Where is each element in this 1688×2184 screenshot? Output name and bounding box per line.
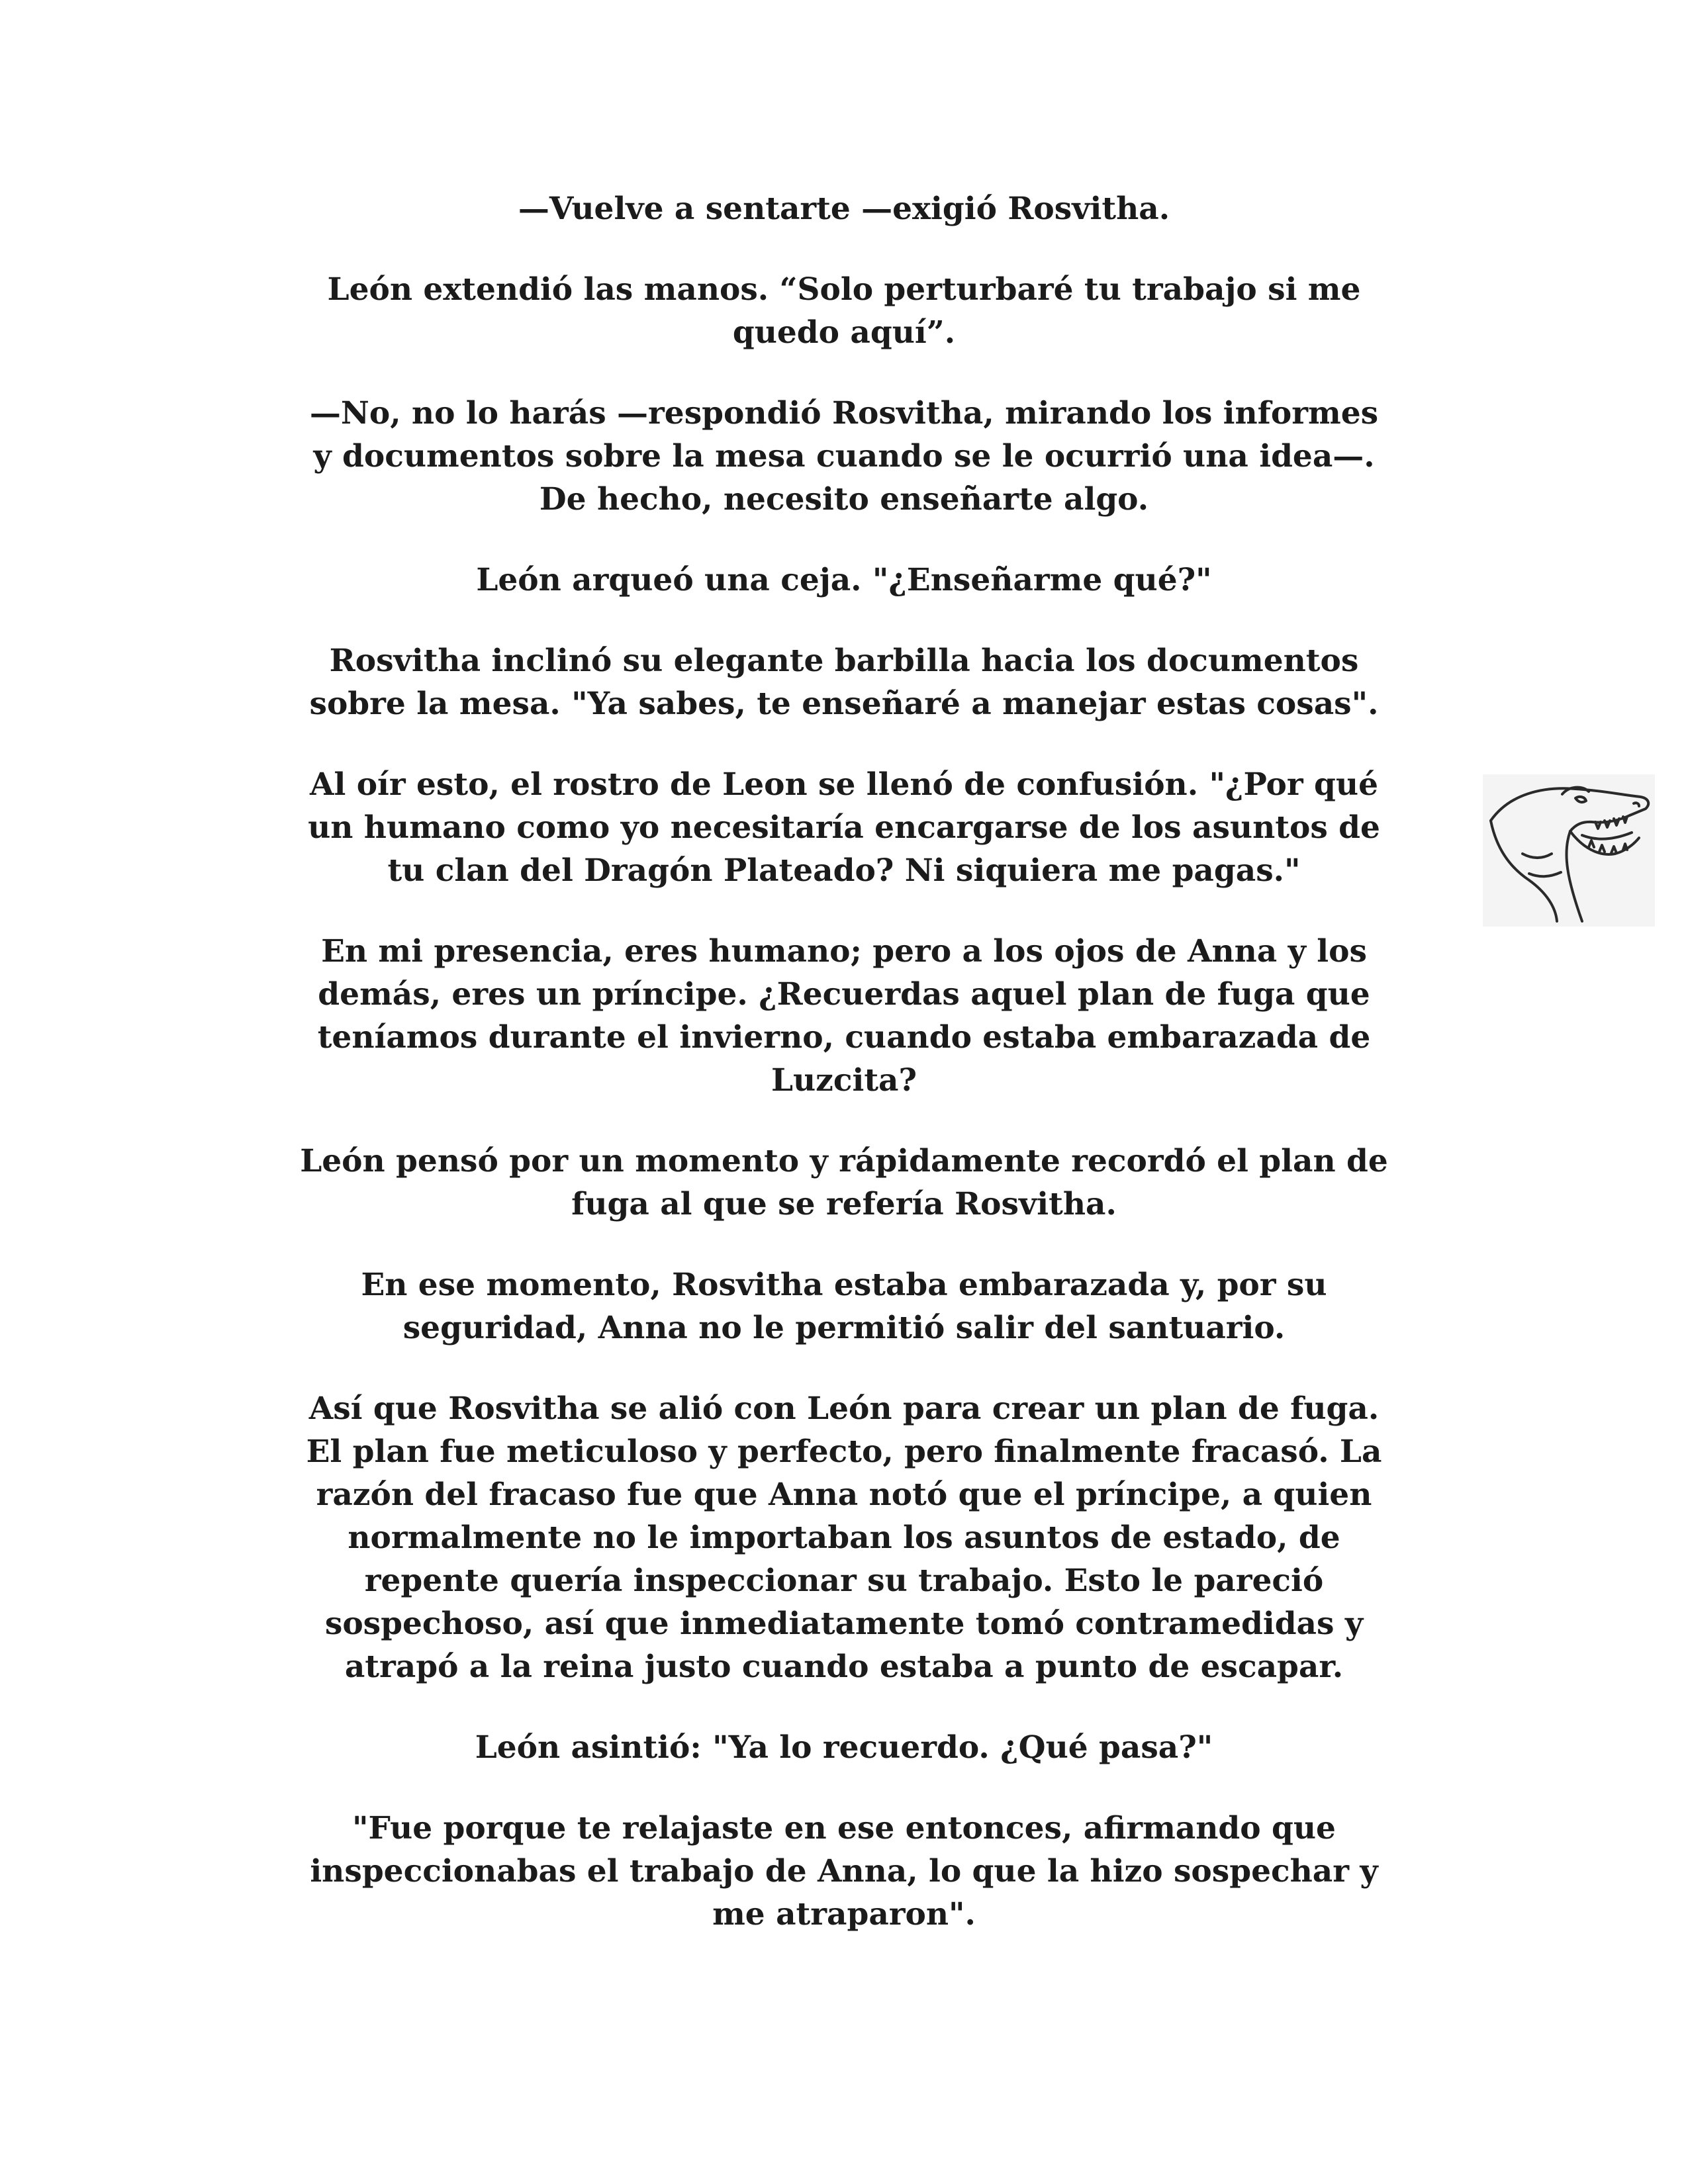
story-text <box>225 187 1463 1974</box>
paragraph: En mi presencia, eres humano; pero a los ojos de Anna y los demás, eres un príncipe. ¿Recuerdas aquel plan de fuga que teníamos durante el invierno, cuando estaba embarazada de Luzcita? <box>317 933 1371 1099</box>
paragraph: León extendió las manos. “Solo perturbaré tu trabajo si me quedo aquí”. <box>327 271 1361 351</box>
paragraph: En ese momento, Rosvitha estaba embarazada y, por su seguridad, Anna no le permitió salir del santuario. <box>361 1267 1327 1346</box>
paragraph: León arqueó una ceja. "¿Enseñarme qué?" <box>476 562 1212 598</box>
paragraph: León asintió: "Ya lo recuerdo. ¿Qué pasa?" <box>475 1729 1213 1766</box>
paragraph: Así que Rosvitha se alió con León para crear un plan de fuga. El plan fue meticuloso y perfecto, pero finalmente fracasó. La razón del fracaso fue que Anna notó que el príncipe, a quien normalmente no le importaban los asuntos de estado, de repente quería inspeccionar su trabajo. Esto le pareció sospechoso, así que inmediatamente tomó contramedidas y atrapó a la reina justo cuando estaba a punto de escapar. <box>306 1390 1382 1685</box>
paragraph: —No, no lo harás —respondió Rosvitha, mirando los informes y documentos sobre la mesa cuando se le ocurrió una idea—. De hecho, necesito enseñarte algo. <box>309 395 1379 518</box>
paragraph: —Vuelve a sentarte —exigió Rosvitha. <box>518 191 1170 227</box>
paragraph: "Fue porque te relajaste en ese entonces, afirmando que inspeccionabas el trabajo de Anna, lo que la hizo sospechar y me atraparon". <box>310 1810 1378 1933</box>
paragraph: Al oír esto, el rostro de Leon se llenó de confusión. "¿Por qué un humano como yo necesitaría encargarse de los asuntos de tu clan del Dragón Plateado? Ni siquiera me pagas." <box>308 766 1380 889</box>
dinosaur-sketch-icon <box>1483 774 1655 927</box>
paragraph: León pensó por un momento y rápidamente recordó el plan de fuga al que se refería Rosvitha. <box>300 1143 1388 1222</box>
paragraph: Rosvitha inclinó su elegante barbilla hacia los documentos sobre la mesa. "Ya sabes, te enseñaré a manejar estas cosas". <box>309 643 1379 722</box>
